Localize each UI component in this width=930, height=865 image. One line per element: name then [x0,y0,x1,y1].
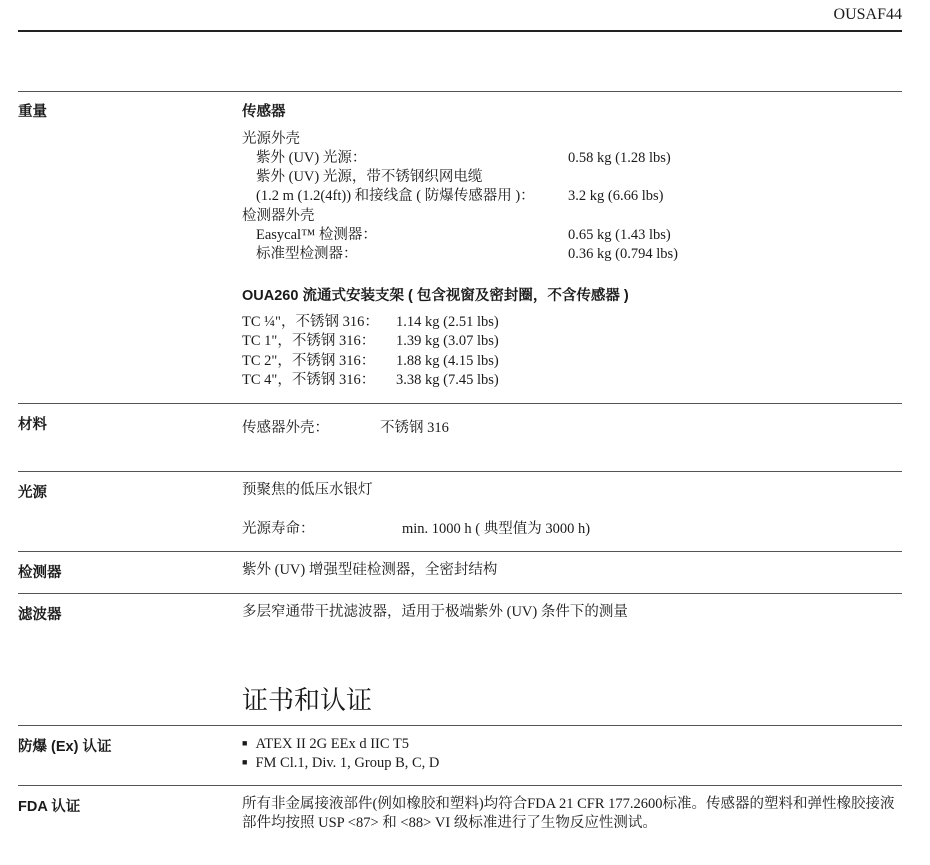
ex-cert-label: 防爆 (Ex) 认证 [18,739,112,755]
tc-row-value: 3.38 kg (7.45 lbs) [396,372,499,388]
divider [18,551,902,552]
certificates-title: 证书和认证 [242,685,373,715]
uv-light-label: 紫外 (UV) 光源： [256,150,367,166]
divider [18,403,902,404]
detector-housing-label: 检测器外壳 [242,208,315,224]
tc-row-label: TC ¼"，不锈钢 316： [242,314,379,330]
document-code: OUSAF44 [833,6,902,23]
uv-light-value: 0.58 kg (1.28 lbs) [568,150,671,166]
material-label: 材料 [18,417,47,433]
tc-row-value: 1.39 kg (3.07 lbs) [396,333,499,349]
ex-cert-item: ■ ATEX II 2G EEx d IIC T5 [242,735,409,755]
filter-label: 滤波器 [18,607,62,623]
tc-row-value: 1.88 kg (4.15 lbs) [396,353,499,369]
uv-light-cable-label: 紫外 (UV) 光源，带不锈钢织网电缆 [256,169,483,185]
standard-detector-value: 0.36 kg (0.794 lbs) [568,246,678,262]
divider [18,593,902,594]
material-value: 不锈钢 316 [380,420,449,436]
detector-desc: 紫外 (UV) 增强型硅检测器，全密封结构 [242,562,498,578]
divider [18,725,902,726]
light-life-value: min. 1000 h ( 典型值为 3000 h) [402,521,591,537]
light-source-desc: 预聚焦的低压水银灯 [242,482,373,498]
standard-detector-label: 标准型检测器： [256,246,358,262]
fda-cert-text: 所有非金属接液部件(例如橡胶和塑料)均符合FDA 21 CFR 177.2600标准。传感器的塑料和弹性橡胶接液部件均按照 USP <87> 和 <88> VI 级标准进行了生物反应性测试。 [242,796,895,831]
tc-row-label: TC 1"，不锈钢 316： [242,333,376,349]
page-header [18,0,902,32]
ex-cert-item: ■ FM Cl.1, Div. 1, Group B, C, D [242,754,439,774]
light-source-label: 光源 [18,485,47,501]
easycal-label: Easycal™ 检测器： [256,227,377,243]
detector-label: 检测器 [18,565,62,581]
uv-light-cable-label-2: (1.2 m (1.2(4ft)) 和接线盒 ( 防爆传感器用 )： [256,188,535,204]
easycal-value: 0.65 kg (1.43 lbs) [568,227,671,243]
divider [18,471,902,472]
fda-cert-label: FDA 认证 [18,799,81,815]
divider [18,91,902,92]
tc-row-label: TC 2"，不锈钢 316： [242,353,376,369]
light-housing-label: 光源外壳 [242,131,300,147]
tc-row-value: 1.14 kg (2.51 lbs) [396,314,499,330]
material-item: 传感器外壳： [242,420,329,436]
divider [18,785,902,786]
light-life-label: 光源寿命： [242,521,315,537]
uv-light-cable-value: 3.2 kg (6.66 lbs) [568,188,664,204]
bracket-heading: OUA260 流通式安装支架 ( 包含视窗及密封圈，不含传感器 ) [242,288,629,304]
sensor-heading: 传感器 [242,104,286,120]
tc-row-label: TC 4"，不锈钢 316： [242,372,376,388]
filter-desc: 多层窄通带干扰滤波器，适用于极端紫外 (UV) 条件下的测量 [242,604,628,620]
weight-label: 重量 [18,104,47,120]
